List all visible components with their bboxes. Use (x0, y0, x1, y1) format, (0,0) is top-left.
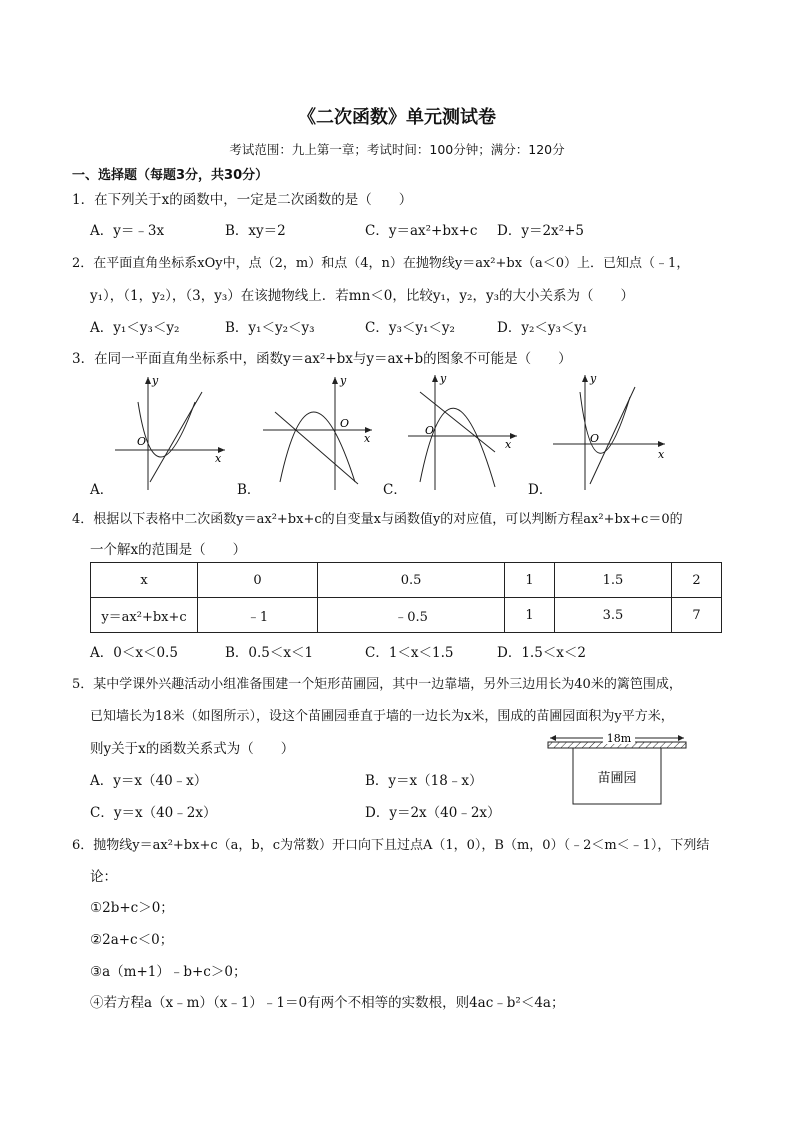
table-cell: 1.5 (555, 563, 672, 598)
exam-info: 考试范围：九上第一章；考试时间：100分钟；满分：120分 (229, 142, 565, 157)
q5-option-b: B．y＝x（18﹣x） (365, 773, 483, 789)
table-cell: 0 (198, 563, 318, 598)
q3a-y-label: y (152, 374, 159, 387)
q1-option-c: C．y＝ax²+bx+c (365, 223, 478, 239)
q6-conclusion-2: ②2a+c＜0； (90, 932, 174, 948)
table-cell: 3.5 (555, 598, 672, 633)
q3-option-a: A． (90, 482, 114, 498)
q3c-y-label: y (440, 372, 447, 385)
q1-option-b: B．xy＝2 (225, 223, 286, 239)
q3-graph-d (550, 372, 670, 492)
q3-option-d: D． (528, 482, 553, 498)
garden-figure (545, 728, 695, 808)
q5-option-d: D．y＝2x（40﹣2x） (365, 805, 501, 821)
table-cell: 1 (505, 598, 555, 633)
q3a-x-label: x (215, 452, 222, 465)
q2-option-b: B．y₁＜y₂＜y₃ (225, 320, 315, 336)
table-cell: 0.5 (318, 563, 505, 598)
table-cell: x (91, 563, 198, 598)
q6-conclusion-1: ①2b+c＞0； (90, 900, 174, 916)
q3-graph-a (110, 372, 230, 492)
q2-option-a: A．y₁＜y₃＜y₂ (90, 320, 180, 336)
table-cell: 2 (671, 563, 721, 598)
q3d-x-label: x (658, 448, 665, 461)
wall-length-label: 18m (606, 732, 632, 745)
q4-option-d: D．1.5＜x＜2 (497, 645, 586, 661)
table-cell: ﹣1 (198, 598, 318, 633)
page-title: 《二次函数》单元测试卷 (298, 107, 496, 128)
question-2-stem-line2: y₁），（1，y₂），（3，y₃）在该抛物线上．若mn＜0，比较y₁，y₂，y₃的大小关系为（ ） (90, 288, 634, 304)
q5-option-c: C．y＝x（40﹣2x） (90, 805, 217, 821)
q3c-origin: O (425, 424, 435, 437)
q3-option-b: B． (237, 482, 261, 498)
table-cell: y＝ax²+bx+c (91, 598, 198, 633)
garden-label: 苗圃园 (597, 771, 637, 786)
section-heading: 一、选择题（每题3分，共30分） (72, 168, 269, 183)
q3-graph-b (260, 372, 380, 492)
q6-conclusion-4: ④若方程a（x﹣m）（x﹣1）﹣1＝0有两个不相等的实数根，则4ac﹣b²＜4a； (90, 995, 565, 1011)
q3b-y-label: y (340, 374, 347, 387)
q3d-origin: O (590, 432, 600, 445)
q2-option-d: D．y₂＜y₃＜y₁ (497, 320, 588, 336)
q3b-origin: O (340, 417, 350, 430)
table-cell: 1 (505, 563, 555, 598)
q4-option-c: C．1＜x＜1.5 (365, 645, 454, 661)
q5-option-a: A．y＝x（40﹣x） (90, 773, 208, 789)
q3-option-c: C． (383, 482, 407, 498)
q3-graph-c (405, 372, 525, 492)
question-2-stem-line1: 2．在平面直角坐标系xOy中，点（2，m）和点（4，n）在抛物线y＝ax²+bx（a＜0）上．已知点（﹣1， (72, 256, 690, 271)
q4-option-a: A．0＜x＜0.5 (90, 645, 178, 661)
question-3-stem: 3．在同一平面直角坐标系中，函数y＝ax²+bx与y＝ax+b的图象不可能是（ ） (72, 351, 572, 367)
question-6-stem-line2: 论： (90, 869, 117, 885)
q6-conclusion-3: ③a（m+1）﹣b+c＞0； (90, 964, 247, 980)
q2-option-c: C．y₃＜y₁＜y₂ (365, 320, 455, 336)
q1-option-d: D．y＝2x²+5 (497, 223, 584, 239)
question-4-stem-line2: 一个解x的范围是（ ） (90, 542, 247, 558)
table-cell: 7 (671, 598, 721, 633)
question-1-stem: 1．在下列关于x的函数中，一定是二次函数的是（ ） (72, 192, 413, 208)
q3b-x-label: x (364, 432, 371, 445)
value-table (90, 562, 722, 633)
q3a-origin: O (137, 435, 147, 448)
table-cell: ﹣0.5 (318, 598, 505, 633)
question-5-stem-line2: 已知墙长为18米（如图所示），设这个苗圃园垂直于墙的一边长为x米，围成的苗圃园面积为y平方米， (90, 709, 674, 724)
table-row (91, 563, 722, 598)
q1-option-a: A．y＝﹣3x (90, 223, 165, 239)
question-5-stem-line1: 5．某中学课外兴趣活动小组准备围建一个矩形苗圃园，其中一边靠墙，另外三边用长为40米的篱笆围成， (72, 677, 682, 692)
question-4-stem-line1: 4．根据以下表格中二次函数y＝ax²+bx+c的自变量x与函数值y的对应值，可以判断方程ax²+bx+c＝0的 (72, 512, 683, 527)
q3c-x-label: x (505, 438, 512, 451)
question-6-stem-line1: 6．抛物线y＝ax²+bx+c（a，b，c为常数）开口向下且过点A（1，0），B（m，0）（﹣2＜m＜﹣1），下列结 (72, 838, 710, 853)
q4-option-b: B．0.5＜x＜1 (225, 645, 314, 661)
q3d-y-label: y (590, 372, 597, 385)
table-row (91, 598, 722, 633)
question-5-stem-line3: 则y关于x的函数关系式为（ ） (90, 741, 295, 757)
